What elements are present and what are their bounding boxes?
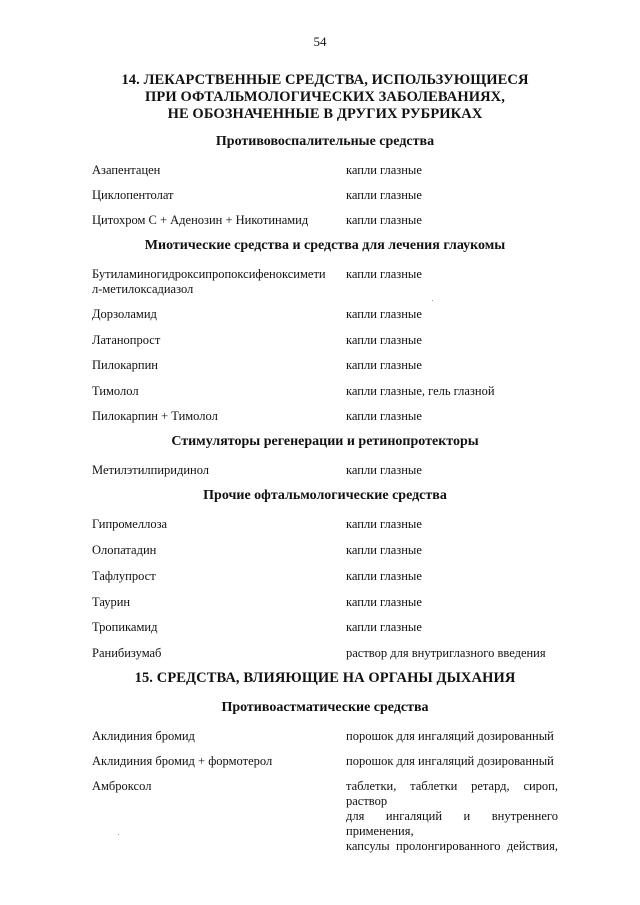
drug-form: капли глазные <box>346 188 422 202</box>
drug-name: Азапентацен <box>92 163 161 177</box>
drug-name: Олопатадин <box>92 543 157 557</box>
section-14-title-line-2: ПРИ ОФТАЛЬМОЛОГИЧЕСКИХ ЗАБОЛЕВАНИЯХ, <box>145 89 505 105</box>
scan-speck <box>432 300 433 301</box>
drug-name: Аклидиния бромид <box>92 729 195 743</box>
drug-form: капли глазные <box>346 620 422 634</box>
drug-form: капли глазные <box>346 213 422 227</box>
drug-form: капли глазные <box>346 333 422 347</box>
drug-name: Тропикамид <box>92 620 158 634</box>
subsection-heading: Прочие офтальмологические средства <box>203 488 447 503</box>
drug-form: капли глазные <box>346 517 422 531</box>
drug-form: капли глазные <box>346 307 422 321</box>
section-14-title-line-1: 14. ЛЕКАРСТВЕННЫЕ СРЕДСТВА, ИСПОЛЬЗУЮЩИЕСЯ <box>121 72 529 88</box>
subsection-heading: Противоастматические средства <box>221 700 429 715</box>
drug-form: капли глазные <box>346 163 422 177</box>
drug-form <box>346 779 558 854</box>
drug-name-line-2: л-метилоксадиазол <box>92 282 194 296</box>
drug-name: Пилокарпин + Тимолол <box>92 409 218 423</box>
drug-form: капли глазные <box>346 267 422 281</box>
drug-name: Ранибизумаб <box>92 646 162 660</box>
drug-name <box>92 267 347 297</box>
drug-name: Циклопентолат <box>92 188 174 202</box>
section-15-title: 15. СРЕДСТВА, ВЛИЯЮЩИЕ НА ОРГАНЫ ДЫХАНИЯ <box>134 670 516 686</box>
drug-name: Аклидиния бромид + формотерол <box>92 754 273 768</box>
drug-name: Амброксол <box>92 779 152 793</box>
drug-form-line-3: капсулы пролонгированного действия, <box>346 839 558 853</box>
drug-name: Таурин <box>92 595 131 609</box>
drug-name: Тафлупрост <box>92 569 156 583</box>
drug-form: капли глазные <box>346 409 422 423</box>
page-number: 54 <box>313 34 327 49</box>
drug-form: капли глазные <box>346 595 422 609</box>
scan-speck <box>118 834 119 835</box>
subsection-heading: Миотические средства и средства для лечения глаукомы <box>144 238 506 253</box>
drug-name: Дорзоламид <box>92 307 157 321</box>
drug-form: капли глазные <box>346 463 422 477</box>
drug-form: капли глазные, гель глазной <box>346 384 495 398</box>
drug-name-line-1: Бутиламиногидроксипропоксифеноксимети <box>92 267 326 281</box>
section-14-title-line-3: НЕ ОБОЗНАЧЕННЫЕ В ДРУГИХ РУБРИКАХ <box>167 106 483 122</box>
drug-form: порошок для ингаляций дозированный <box>346 729 554 743</box>
subsection-heading: Противовоспалительные средства <box>215 134 435 149</box>
drug-form-line-2: для ингаляций и внутреннего применения, <box>346 809 558 838</box>
drug-name: Цитохром С + Аденозин + Никотинамид <box>92 213 309 227</box>
drug-name: Латанопрост <box>92 333 161 347</box>
drug-form: порошок для ингаляций дозированный <box>346 754 554 768</box>
drug-name: Тимолол <box>92 384 139 398</box>
drug-form: капли глазные <box>346 569 422 583</box>
drug-name: Метилэтилпиридинол <box>92 463 210 477</box>
drug-name: Гипромеллоза <box>92 517 168 531</box>
drug-name: Пилокарпин <box>92 358 158 372</box>
subsection-heading: Стимуляторы регенерации и ретинопротекторы <box>171 434 479 449</box>
drug-form-line-1: таблетки, таблетки ретард, сироп, раствор <box>346 779 558 808</box>
drug-form: капли глазные <box>346 358 422 372</box>
drug-form: капли глазные <box>346 543 422 557</box>
drug-form: раствор для внутриглазного введения <box>346 646 546 660</box>
